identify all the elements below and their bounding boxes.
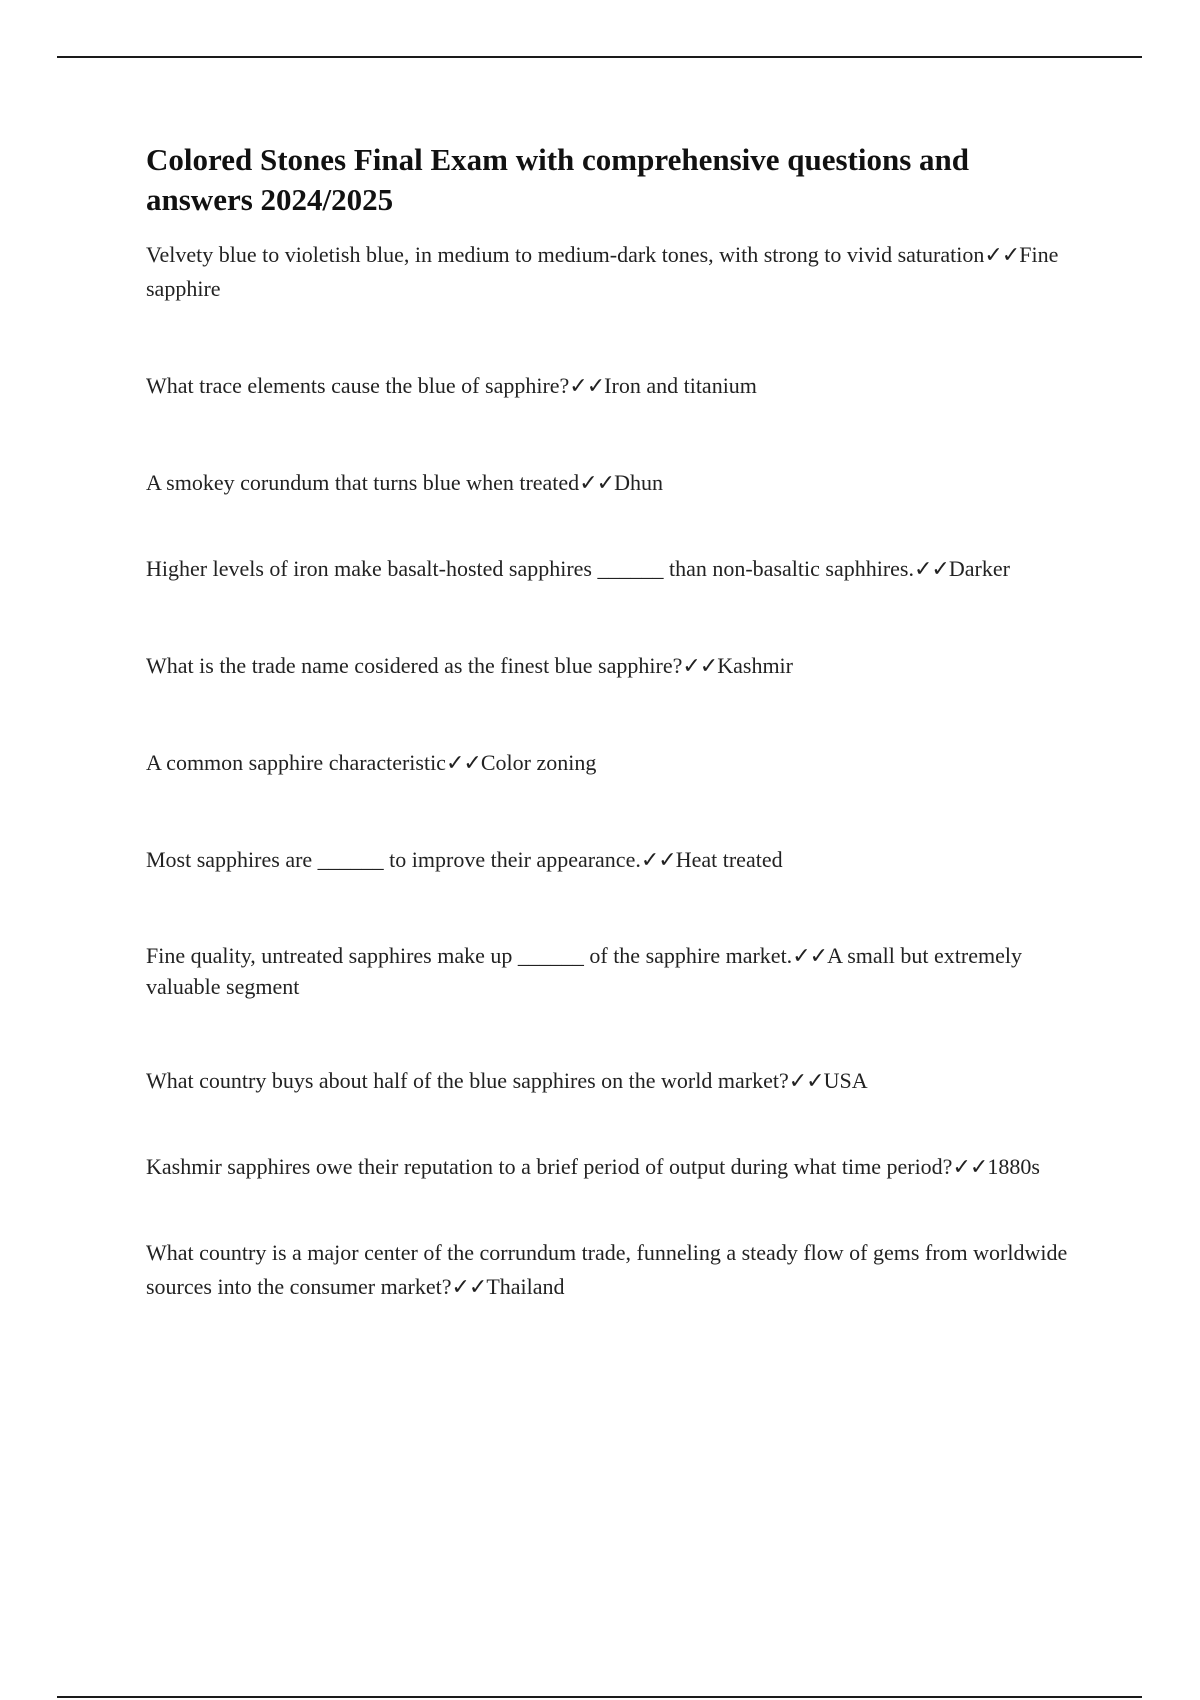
question-text: Higher levels of iron make basalt-hosted sapphires ______ than non-basaltic saphhires.	[146, 556, 914, 581]
qa-item-5	[146, 649, 1076, 683]
question-text: What country is a major center of the corrundum trade, funneling a steady flow of gems from worldwide sources into the consumer market?	[146, 1240, 1068, 1299]
answer-text: Kashmir	[717, 653, 793, 678]
qa-item-11	[146, 1236, 1076, 1304]
qa-item-8	[146, 940, 1076, 1002]
double-check-icon: ✓✓	[984, 242, 1020, 267]
answer-text: Color zoning	[480, 750, 597, 775]
question-text: A smokey corundum that turns blue when treated	[146, 470, 580, 495]
qa-item-9	[146, 1064, 1076, 1098]
question-text: Kashmir sapphires owe their reputation to a brief period of output during what time period?	[146, 1154, 953, 1179]
question-text: Velvety blue to violetish blue, in medium to medium-dark tones, with strong to vivid saturation	[146, 242, 985, 267]
answer-text: USA	[823, 1068, 868, 1093]
answer-text: A small but extremely valuable segment	[146, 943, 1022, 999]
question-text: What country buys about half of the blue sapphires on the world market?	[146, 1068, 789, 1093]
answer-text: Fine sapphire	[146, 242, 1059, 301]
double-check-icon: ✓✓	[788, 1068, 824, 1093]
question-text: What trace elements cause the blue of sapphire?	[146, 373, 570, 398]
question-text: A common sapphire characteristic	[146, 750, 446, 775]
document-body	[146, 140, 1076, 1304]
qa-item-4	[146, 552, 1076, 586]
question-text: What is the trade name cosidered as the finest blue sapphire?	[146, 653, 683, 678]
question-text: Fine quality, untreated sapphires make up ______ of the sapphire market.	[146, 943, 793, 968]
answer-text: 1880s	[987, 1154, 1040, 1179]
qa-item-7	[146, 843, 1076, 877]
double-check-icon: ✓✓	[451, 1274, 487, 1299]
answer-text: Thailand	[486, 1274, 565, 1299]
double-check-icon: ✓✓	[792, 943, 828, 968]
double-check-icon: ✓✓	[445, 750, 481, 775]
answer-text: Heat treated	[675, 847, 783, 872]
document-title: Colored Stones Final Exam with comprehensive questions and answers 2024/2025	[146, 142, 970, 217]
footer-rule	[57, 1696, 1142, 1698]
qa-item-6	[146, 746, 1076, 780]
double-check-icon: ✓✓	[682, 653, 718, 678]
qa-item-10	[146, 1150, 1076, 1184]
qa-item-2	[146, 369, 1076, 403]
qa-item-1	[146, 238, 1076, 306]
answer-text: Iron and titanium	[604, 373, 757, 398]
double-check-icon: ✓✓	[952, 1154, 988, 1179]
question-text: Most sapphires are ______ to improve their appearance.	[146, 847, 641, 872]
double-check-icon: ✓✓	[569, 373, 605, 398]
answer-text: Dhun	[614, 470, 663, 495]
qa-item-3	[146, 466, 1076, 500]
double-check-icon: ✓✓	[913, 556, 949, 581]
header-rule	[57, 56, 1142, 58]
double-check-icon: ✓✓	[640, 847, 676, 872]
double-check-icon: ✓✓	[579, 470, 615, 495]
answer-text: Darker	[948, 556, 1010, 581]
